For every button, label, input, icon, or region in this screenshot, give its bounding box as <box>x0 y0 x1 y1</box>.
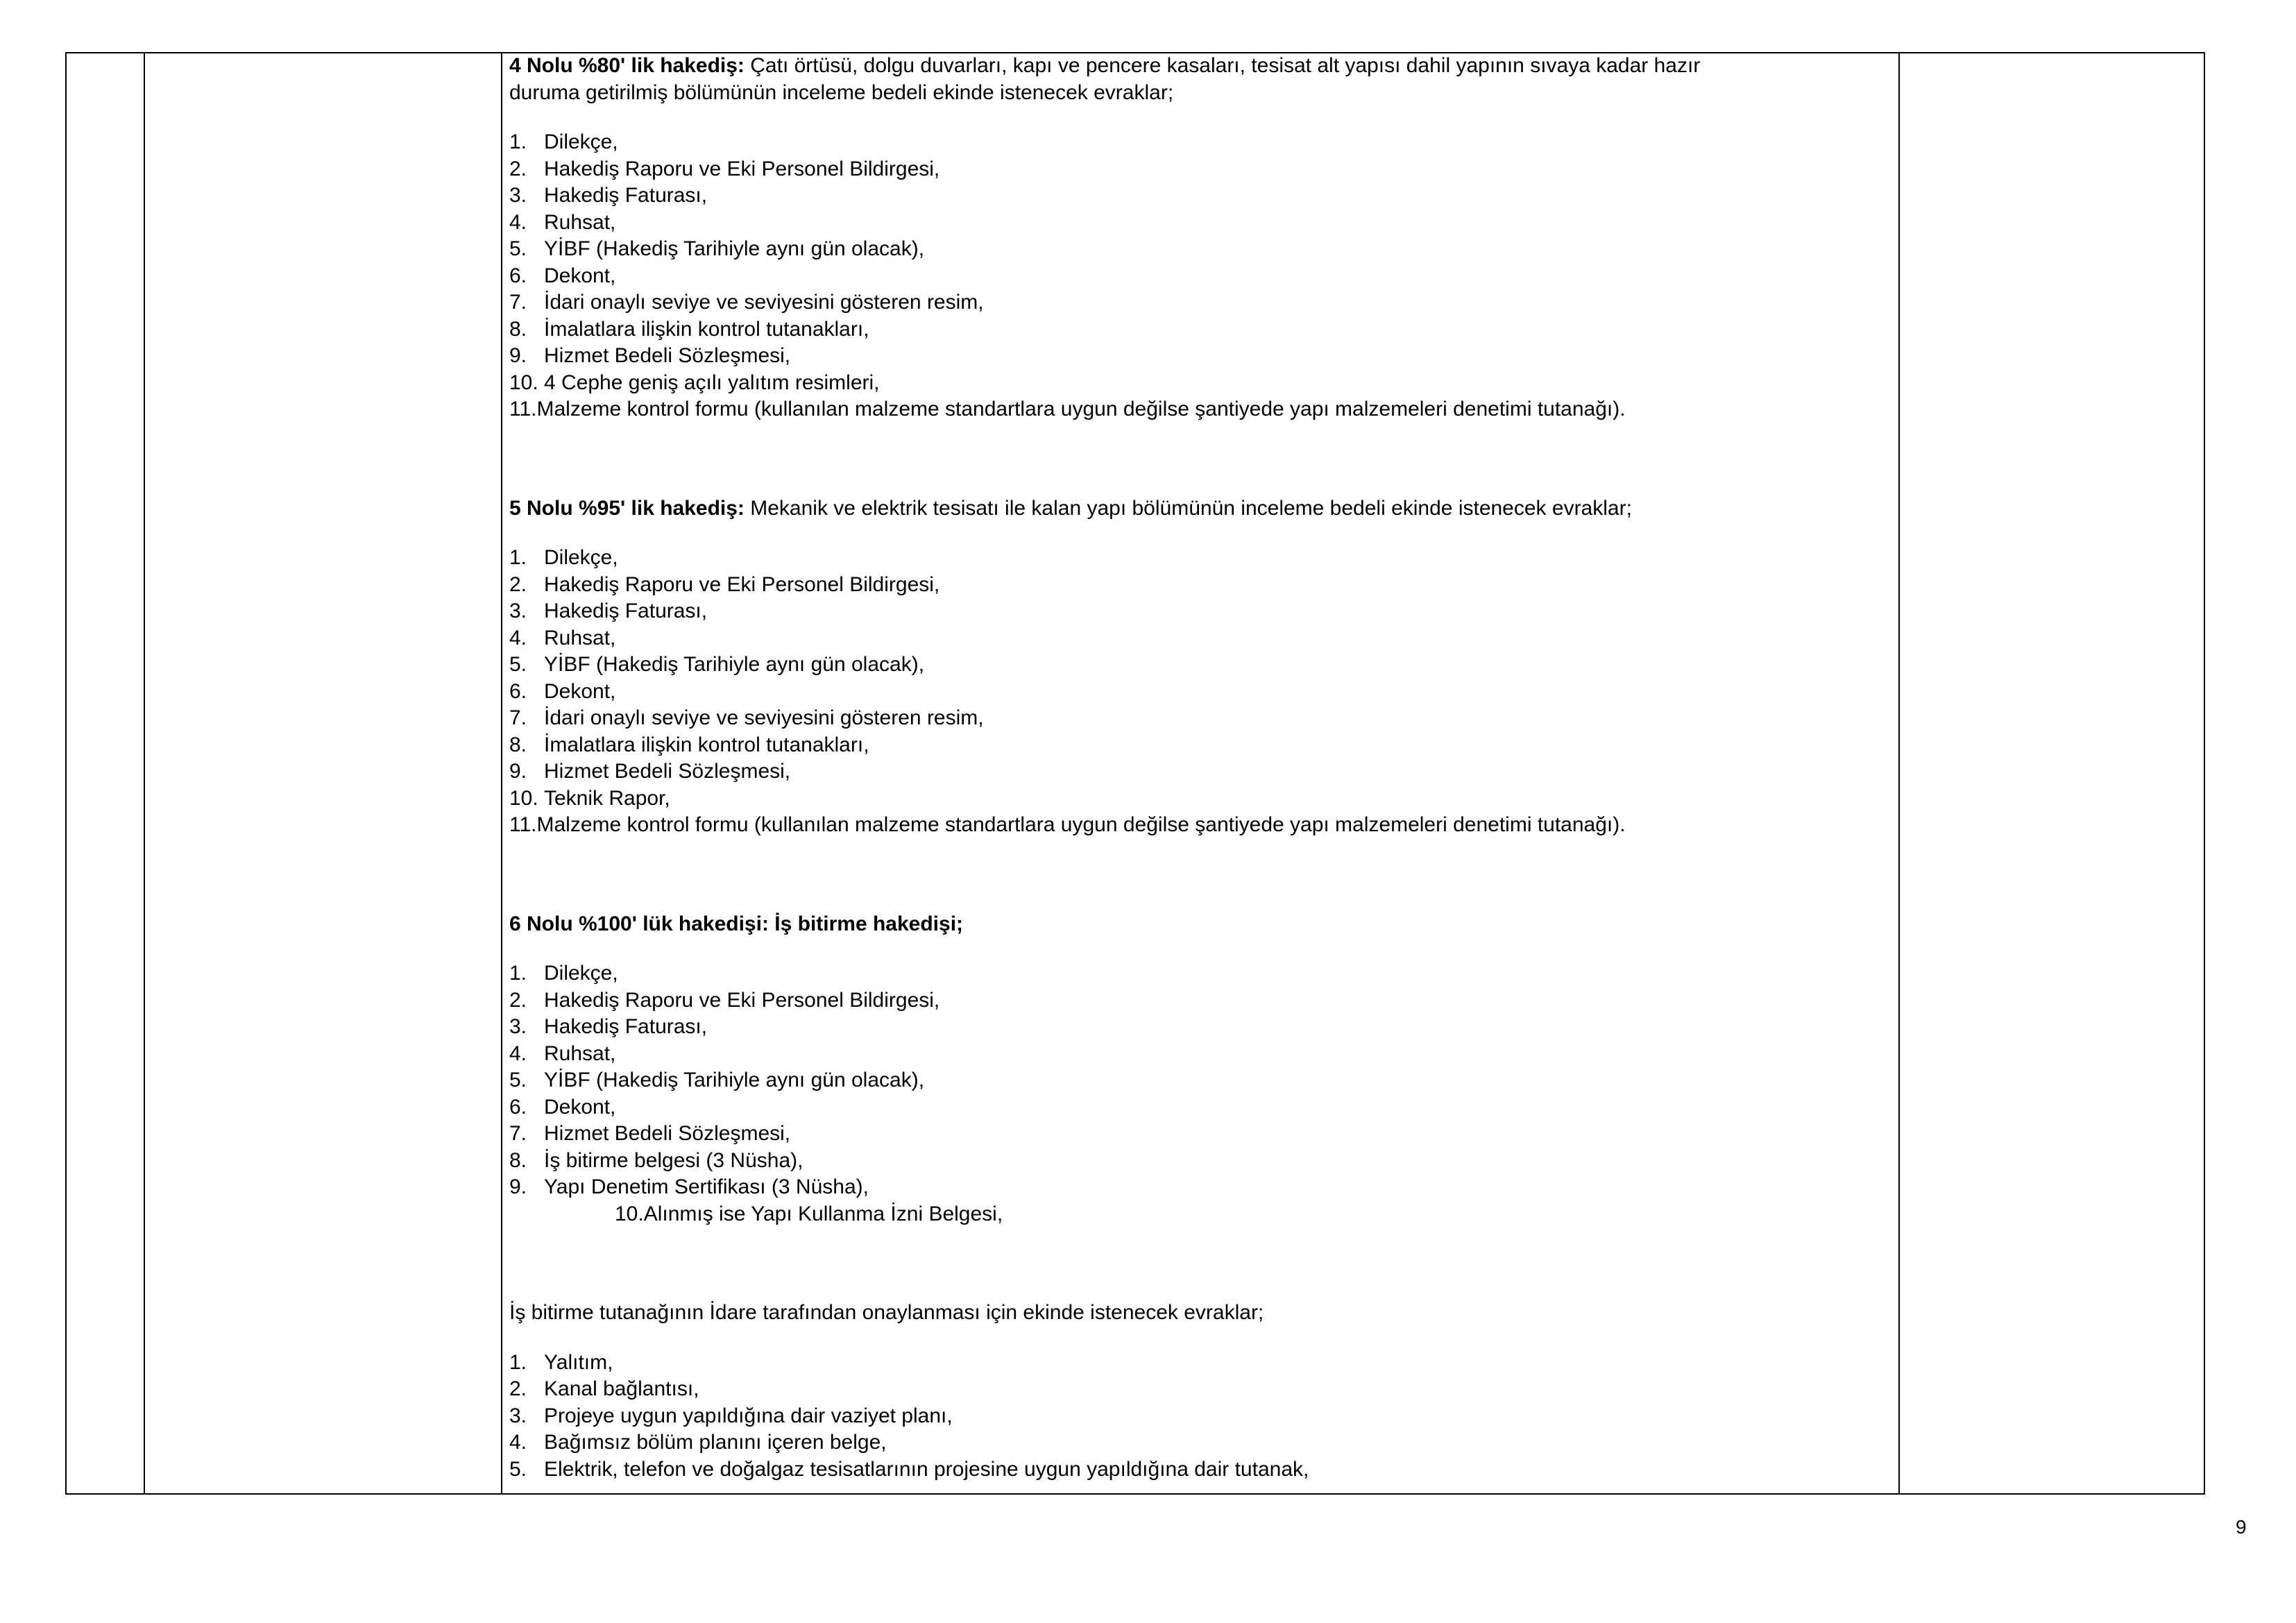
list-item <box>509 758 1897 785</box>
list-item-number: 4. <box>509 1431 527 1454</box>
list-item-number: 2. <box>509 988 527 1012</box>
list-item <box>509 598 1897 625</box>
list-item-text: Dekont, <box>544 679 616 703</box>
list-item-text: Kanal bağlantısı, <box>544 1377 699 1400</box>
list-item-text: 4 Cephe geniş açılı yalıtım resimleri, <box>544 371 880 394</box>
list-item-text: İdari onaylı seviye ve seviyesini gösteren resim, <box>544 291 984 314</box>
list-item-text: Projeye uygun yapıldığına dair vaziyet planı, <box>544 1404 953 1427</box>
list-item-text: YİBF (Hakediş Tarihiyle aynı gün olacak), <box>544 237 925 260</box>
list-item-number: 1. <box>509 130 527 153</box>
list-item <box>509 182 1897 210</box>
list-item-text: İş bitirme belgesi (3 Nüsha), <box>544 1148 803 1172</box>
list-item-number: 6. <box>509 1095 527 1119</box>
list-item-number: 8. <box>509 317 527 341</box>
page-number: 9 <box>2236 1516 2247 1538</box>
list-item <box>509 1094 1897 1121</box>
list-item <box>509 236 1897 263</box>
section-6-heading: 6 Nolu %100' lük hakedişi: İş bitirme hakedişi; <box>509 912 964 935</box>
list-item-text: YİBF (Hakediş Tarihiyle aynı gün olacak), <box>544 1069 925 1091</box>
section-5-heading <box>509 495 1897 522</box>
list-item-number: 3. <box>509 184 527 207</box>
list-item-number: 8. <box>509 1148 527 1172</box>
list-item-text: Hakediş Raporu ve Eki Personel Bildirgesi, <box>544 572 940 596</box>
list-item <box>509 987 1897 1014</box>
section-5-heading-bold: 5 Nolu %95' lik hakediş: <box>509 496 745 520</box>
section-4-list <box>509 129 1897 423</box>
list-item-text: Hakediş Raporu ve Eki Personel Bildirgesi, <box>544 157 940 180</box>
list-item-number: 9. <box>509 344 527 367</box>
list-item <box>509 1429 1897 1456</box>
list-item <box>509 289 1897 316</box>
list-item-text: Hizmet Bedeli Sözleşmesi, <box>544 1122 791 1145</box>
list-item-number: 2. <box>509 1377 527 1400</box>
list-item <box>509 1014 1897 1041</box>
list-item-number: 10. <box>509 786 538 810</box>
list-item-text: Dekont, <box>544 1095 616 1119</box>
list-item-text: YİBF (Hakediş Tarihiyle aynı gün olacak), <box>544 653 925 676</box>
list-item <box>509 129 1897 156</box>
list-item-number: 6. <box>509 264 527 287</box>
list-item-text: Ruhsat, <box>544 210 616 234</box>
list-item <box>509 705 1897 732</box>
section-4-heading-text: Çatı örtüsü, dolgu duvarları, kapı ve pencere kasaları, tesisat alt yapısı dahil yapının sıvaya kadar hazır <box>744 54 1701 77</box>
list-item-number: 10. <box>509 371 538 394</box>
list-item-text: Dekont, <box>544 264 616 287</box>
list-item <box>509 1121 1897 1148</box>
list-item-text: İmalatlara ilişkin kontrol tutanakları, <box>544 317 869 341</box>
list-item-number: 9. <box>509 760 527 783</box>
list-item-number: 4. <box>509 1042 527 1065</box>
list-item-number: 5. <box>509 1457 527 1481</box>
column-divider <box>501 53 502 1493</box>
list-item <box>509 1067 1897 1094</box>
list-item <box>509 732 1897 759</box>
section-5-list <box>509 545 1897 839</box>
list-item-number: 3. <box>509 600 527 622</box>
list-item-number: 1. <box>509 1350 527 1374</box>
list-item <box>509 1456 1897 1484</box>
list-item-text: Elektrik, telefon ve doğalgaz tesisatlarının projesine uygun yapıldığına dair tutanak, <box>544 1457 1309 1481</box>
list-item <box>509 343 1897 370</box>
list-item-number: 6. <box>509 679 527 703</box>
list-item-text: Hakediş Faturası, <box>544 600 708 622</box>
list-item <box>509 1403 1897 1430</box>
list-item <box>509 785 1897 813</box>
list-item-text: Malzeme kontrol formu (kullanılan malzeme standartlara uygun değilse şantiyede yapı malzemeleri denetimi tutanağı). <box>536 398 1626 420</box>
list-item-text: Dilekçe, <box>544 962 618 985</box>
list-item <box>509 572 1897 599</box>
list-item-text: İdari onaylı seviye ve seviyesini gösteren resim, <box>544 706 984 729</box>
list-item-number: 2. <box>509 157 527 180</box>
list-item <box>509 812 1897 839</box>
list-item-text: Teknik Rapor, <box>544 786 670 810</box>
list-item-text: Bağımsız bölüm planını içeren belge, <box>544 1431 887 1454</box>
list-item <box>509 1350 1897 1377</box>
section-4-heading-line2: duruma getirilmiş bölümünün inceleme bedeli ekinde istenecek evraklar; <box>509 80 1174 104</box>
list-item-text: Hakediş Raporu ve Eki Personel Bildirgesi, <box>544 988 940 1012</box>
list-item-number: 7. <box>509 1122 527 1145</box>
list-item <box>509 679 1897 706</box>
list-item-text: Ruhsat, <box>544 1042 616 1065</box>
column-divider <box>144 53 145 1493</box>
list-item-text: Dilekçe, <box>544 546 618 569</box>
list-item <box>509 1148 1897 1175</box>
column-divider <box>1898 53 1900 1493</box>
list-item <box>509 396 1897 423</box>
list-item-text: Dilekçe, <box>544 130 618 153</box>
list-item-text: Ruhsat, <box>544 626 616 649</box>
list-item-number: 2. <box>509 572 527 596</box>
list-item-text: İmalatlara ilişkin kontrol tutanakları, <box>544 733 869 756</box>
list-item-text: Hizmet Bedeli Sözleşmesi, <box>544 344 791 367</box>
list-item-number: 1. <box>509 962 527 985</box>
section-6-list <box>509 960 1897 1227</box>
list-item-text: Yalıtım, <box>544 1350 613 1374</box>
list-item <box>509 545 1897 572</box>
list-item <box>509 1201 1897 1228</box>
list-item-number: 9. <box>509 1175 527 1198</box>
list-item <box>509 1174 1897 1201</box>
list-item-number: 11. <box>509 398 537 420</box>
list-item-number: 1. <box>509 546 527 569</box>
list-item <box>509 1376 1897 1403</box>
list-item-text: Hakediş Faturası, <box>544 1015 708 1038</box>
list-item <box>509 625 1897 652</box>
list-item-number: 5. <box>509 1069 527 1091</box>
list-item <box>509 263 1897 290</box>
list-item-text: Malzeme kontrol formu (kullanılan malzeme standartlara uygun değilse şantiyede yapı malzemeleri denetimi tutanağı). <box>536 813 1626 836</box>
completion-report-list <box>509 1350 1897 1484</box>
list-item-number: 11. <box>509 813 537 836</box>
section-4-heading-bold: 4 Nolu %80' lik hakediş: <box>509 54 745 77</box>
list-item-number: 3. <box>509 1015 527 1038</box>
list-item-text: Hakediş Faturası, <box>544 184 708 207</box>
list-item-text: Hizmet Bedeli Sözleşmesi, <box>544 760 791 783</box>
table-content-cell <box>509 53 1897 1483</box>
section-5-heading-text: Mekanik ve elektrik tesisatı ile kalan yapı bölümünün inceleme bedeli ekinde istenecek evraklar; <box>744 496 1632 520</box>
section-4-heading <box>509 53 1897 80</box>
list-item <box>509 370 1897 397</box>
list-item <box>509 210 1897 237</box>
list-item-number: 7. <box>509 291 527 314</box>
list-item <box>509 652 1897 679</box>
list-item <box>509 1041 1897 1068</box>
list-item-number: 4. <box>509 626 527 649</box>
list-item-number: 3. <box>509 1404 527 1427</box>
list-item-number: 8. <box>509 733 527 756</box>
list-item-number: 4. <box>509 210 527 234</box>
list-item-number: 7. <box>509 706 527 729</box>
list-item <box>509 316 1897 343</box>
list-item-text: 10.Alınmış ise Yapı Kullanma İzni Belgesi, <box>615 1202 1003 1225</box>
list-item-number: 5. <box>509 653 527 676</box>
completion-report-heading: İş bitirme tutanağının İdare tarafından onaylanması için ekinde istenecek evraklar; <box>509 1301 1264 1324</box>
list-item <box>509 960 1897 987</box>
list-item-text: Yapı Denetim Sertifikası (3 Nüsha), <box>544 1175 869 1198</box>
list-item-number: 5. <box>509 237 527 260</box>
list-item <box>509 156 1897 183</box>
